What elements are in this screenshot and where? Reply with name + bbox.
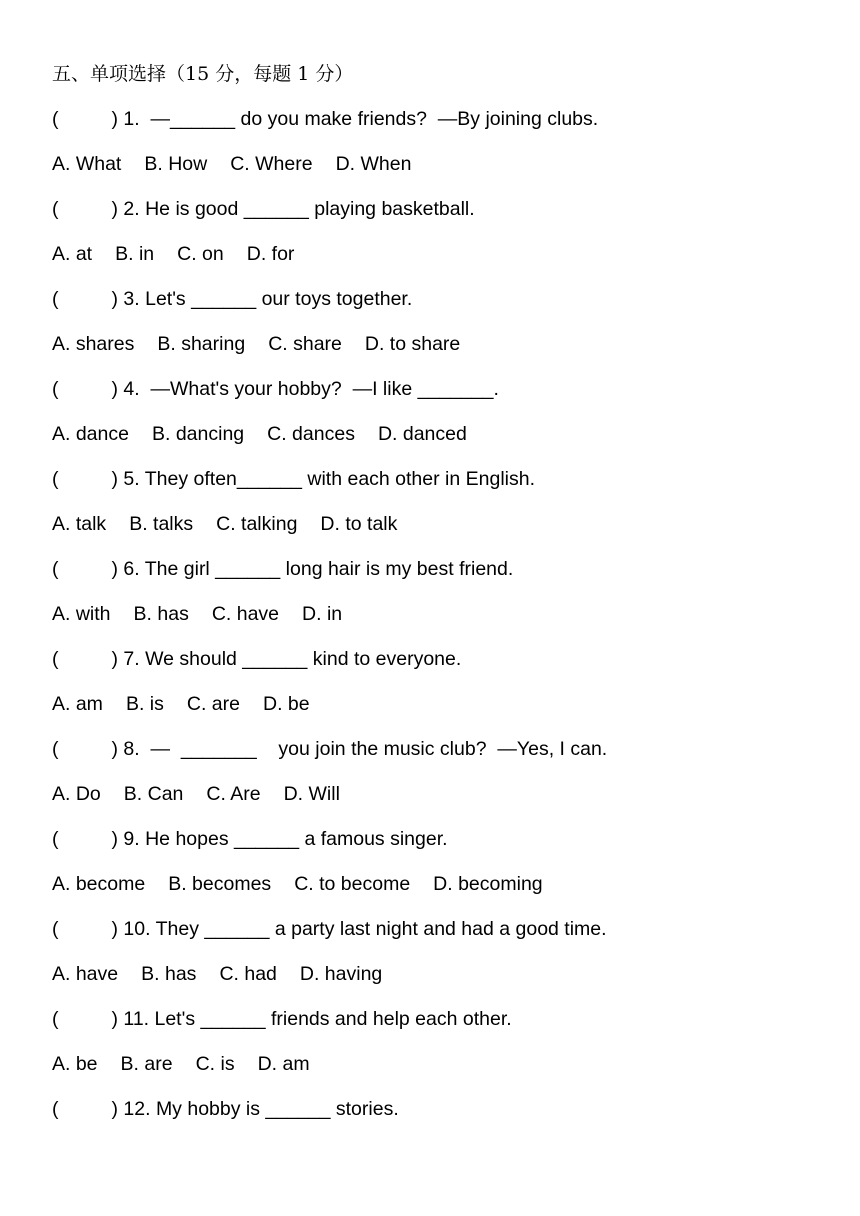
- bracket-close: ): [111, 918, 118, 940]
- answer-bracket: [52, 907, 118, 952]
- answer-bracket: [52, 997, 118, 1042]
- options-line: [52, 862, 842, 907]
- option-a: A. am: [52, 693, 103, 715]
- question-line: [52, 997, 842, 1042]
- option-c: C. to become: [294, 873, 411, 895]
- answer-bracket: [52, 187, 118, 232]
- answer-bracket: [52, 817, 118, 862]
- question-stem: 2. He is good ______ playing basketball.: [118, 198, 475, 220]
- option-c: C. have: [211, 603, 280, 625]
- option-a: A. talk: [52, 513, 107, 535]
- option-a: A. at: [52, 243, 93, 265]
- option-a: A. be: [52, 1053, 98, 1075]
- answer-bracket: [52, 457, 118, 502]
- option-b: B. are: [120, 1053, 173, 1075]
- bracket-open: (: [52, 738, 59, 760]
- answer-bracket: [52, 547, 118, 592]
- option-d: D. having: [299, 963, 383, 985]
- question-line: [52, 187, 842, 232]
- bracket-close: ): [111, 288, 118, 310]
- option-d: D. to share: [364, 333, 461, 355]
- option-d: D. danced: [377, 423, 467, 445]
- option-c: C. share: [268, 333, 342, 355]
- bracket-open: (: [52, 918, 59, 940]
- bracket-open: (: [52, 1008, 59, 1030]
- bracket-close: ): [111, 108, 118, 130]
- option-a: A. What: [52, 153, 122, 175]
- question-stem: 5. They often______ with each other in English.: [118, 468, 536, 490]
- bracket-open: (: [52, 378, 59, 400]
- question-stem: 10. They ______ a party last night and had a good time.: [118, 918, 607, 940]
- options-line: [52, 772, 842, 817]
- option-b: B. has: [133, 603, 189, 625]
- option-c: C. is: [195, 1053, 235, 1075]
- options-line: [52, 142, 842, 187]
- options-line: [52, 412, 842, 457]
- question-line: [52, 637, 842, 682]
- question-line: [52, 1087, 842, 1132]
- option-b: B. sharing: [157, 333, 246, 355]
- question-line: [52, 817, 842, 862]
- option-d: D. am: [257, 1053, 310, 1075]
- option-b: B. becomes: [168, 873, 272, 895]
- answer-bracket: [52, 277, 118, 322]
- option-a: A. with: [52, 603, 111, 625]
- options-line: [52, 682, 842, 727]
- question-stem: 9. He hopes ______ a famous singer.: [118, 828, 448, 850]
- bracket-open: (: [52, 558, 59, 580]
- bracket-close: ): [111, 1008, 118, 1030]
- option-b: B. has: [141, 963, 197, 985]
- question-stem: 1. —______ do you make friends? —By joining clubs.: [118, 108, 599, 130]
- option-d: D. Will: [283, 783, 340, 805]
- option-b: B. talks: [129, 513, 194, 535]
- option-a: A. dance: [52, 423, 129, 445]
- bracket-open: (: [52, 648, 59, 670]
- section-title: 五、单项选择（15 分，每题 1 分）: [52, 63, 354, 85]
- answer-bracket: [52, 1087, 118, 1132]
- option-a: A. shares: [52, 333, 135, 355]
- question-stem: 4. —What's your hobby? —I like _______.: [118, 378, 499, 400]
- option-a: A. Do: [52, 783, 101, 805]
- options-line: [52, 232, 842, 277]
- bracket-open: (: [52, 468, 59, 490]
- bracket-close: ): [111, 828, 118, 850]
- option-b: B. How: [144, 153, 208, 175]
- option-d: D. becoming: [433, 873, 543, 895]
- options-line: [52, 322, 842, 367]
- option-b: B. is: [125, 693, 164, 715]
- option-c: C. talking: [216, 513, 298, 535]
- bracket-open: (: [52, 828, 59, 850]
- option-d: D. for: [246, 243, 295, 265]
- option-a: A. become: [52, 873, 146, 895]
- option-c: C. Are: [206, 783, 261, 805]
- question-stem: 7. We should ______ kind to everyone.: [118, 648, 462, 670]
- question-line: [52, 367, 842, 412]
- worksheet-page: [52, 52, 842, 1132]
- question-stem: 11. Let's ______ friends and help each other.: [118, 1008, 512, 1030]
- question-stem: 12. My hobby is ______ stories.: [118, 1098, 399, 1120]
- bracket-close: ): [111, 648, 118, 670]
- question-line: [52, 277, 842, 322]
- options-line: [52, 502, 842, 547]
- option-c: C. are: [186, 693, 240, 715]
- bracket-open: (: [52, 288, 59, 310]
- bracket-open: (: [52, 1098, 59, 1120]
- answer-bracket: [52, 97, 118, 142]
- bracket-open: (: [52, 198, 59, 220]
- option-c: C. dances: [267, 423, 355, 445]
- options-line: [52, 1042, 842, 1087]
- bracket-close: ): [111, 558, 118, 580]
- question-line: [52, 97, 842, 142]
- answer-bracket: [52, 727, 118, 772]
- option-d: D. in: [302, 603, 343, 625]
- options-line: [52, 592, 842, 637]
- option-c: C. Where: [230, 153, 313, 175]
- question-line: [52, 907, 842, 952]
- answer-bracket: [52, 637, 118, 682]
- question-line: [52, 727, 842, 772]
- question-stem: 6. The girl ______ long hair is my best friend.: [118, 558, 514, 580]
- bracket-close: ): [111, 738, 118, 760]
- bracket-close: ): [111, 378, 118, 400]
- question-list: [52, 97, 842, 1132]
- option-c: C. had: [219, 963, 277, 985]
- bracket-close: ): [111, 1098, 118, 1120]
- option-b: B. in: [115, 243, 155, 265]
- option-c: C. on: [177, 243, 224, 265]
- bracket-close: ): [111, 198, 118, 220]
- bracket-close: ): [111, 468, 118, 490]
- option-d: D. When: [335, 153, 412, 175]
- options-line: [52, 952, 842, 997]
- question-stem: 3. Let's ______ our toys together.: [118, 288, 413, 310]
- question-line: [52, 457, 842, 502]
- option-d: D. be: [262, 693, 310, 715]
- option-a: A. have: [52, 963, 119, 985]
- option-d: D. to talk: [320, 513, 398, 535]
- option-b: B. Can: [123, 783, 184, 805]
- question-stem: 8. — _______ you join the music club? —Yes, I can.: [118, 738, 608, 760]
- answer-bracket: [52, 367, 118, 412]
- option-b: B. dancing: [151, 423, 245, 445]
- question-line: [52, 547, 842, 592]
- bracket-open: (: [52, 108, 59, 130]
